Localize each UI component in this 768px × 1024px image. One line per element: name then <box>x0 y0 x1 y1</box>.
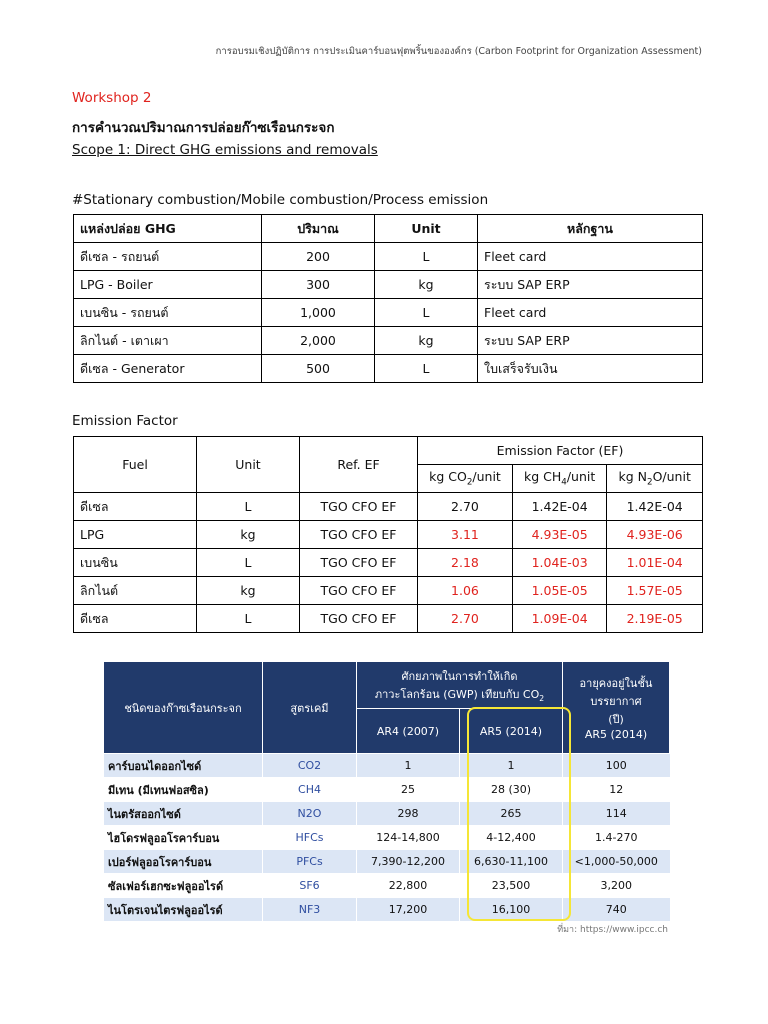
cell-n2o: 1.42E-04 <box>607 493 703 521</box>
cell-n2o: 1.57E-05 <box>607 577 703 605</box>
cell-ar5: 6,630-11,100 <box>459 850 562 874</box>
gwp-header-formula: สูตรเคมี <box>263 662 357 754</box>
cell-unit: kg <box>375 271 478 299</box>
cell-formula: HFCs <box>263 826 357 850</box>
cell-ar4: 25 <box>357 778 460 802</box>
cell-formula: PFCs <box>263 850 357 874</box>
cell-co2: 1.06 <box>418 577 513 605</box>
cell-quantity: 200 <box>262 243 375 271</box>
cell-gas-name: คาร์บอนไดออกไซด์ <box>104 754 263 778</box>
cell-lifetime: <1,000-50,000 <box>563 850 670 874</box>
col-header-source: แหล่งปล่อย GHG <box>74 215 262 243</box>
ar5-highlight-box <box>467 707 571 921</box>
col-header-unit: Unit <box>375 215 478 243</box>
cell-lifetime: 100 <box>563 754 670 778</box>
cell-ar4: 298 <box>357 802 460 826</box>
cell-unit: kg <box>197 577 300 605</box>
cell-formula: SF6 <box>263 874 357 898</box>
table-row <box>104 754 670 778</box>
cell-ar5: 1 <box>459 754 562 778</box>
cell-ar5: 265 <box>459 802 562 826</box>
table-row <box>104 874 670 898</box>
cell-unit: L <box>197 493 300 521</box>
table-row <box>74 355 703 383</box>
col-header-fuel: Fuel <box>74 437 197 493</box>
table-row <box>104 778 670 802</box>
cell-unit: L <box>197 549 300 577</box>
cell-lifetime: 12 <box>563 778 670 802</box>
col-header-n2o: kg $N_2O$/unit <box>607 465 703 493</box>
col-header-co2: kg $CO_2$/unit <box>418 465 513 493</box>
workshop-label: Workshop 2 <box>72 90 152 106</box>
source-note: ที่มา: https://www.ipcc.ch <box>557 925 668 935</box>
cell-ref-ef: TGO CFO EF <box>300 521 418 549</box>
cell-ar4: 22,800 <box>357 874 460 898</box>
emission-factor-table <box>73 436 703 633</box>
cell-ar5: 16,100 <box>459 898 562 922</box>
col-header-ref-ef: Ref. EF <box>300 437 418 493</box>
emission-factor-label: Emission Factor <box>72 413 178 429</box>
cell-ch4: 4.93E-05 <box>512 521 606 549</box>
table-row <box>104 826 670 850</box>
cell-evidence: ระบบ SAP ERP <box>478 271 703 299</box>
cell-source: เบนซิน - รถยนต์ <box>74 299 262 327</box>
cell-gas-name: ไนตรัสออกไซด์ <box>104 802 263 826</box>
cell-source: LPG - Boiler <box>74 271 262 299</box>
cell-ref-ef: TGO CFO EF <box>300 549 418 577</box>
cell-lifetime: 3,200 <box>563 874 670 898</box>
cell-ar4: 1 <box>357 754 460 778</box>
table-row <box>74 605 703 633</box>
cell-evidence: ระบบ SAP ERP <box>478 327 703 355</box>
page-header: การอบรมเชิงปฏิบัติการ การประเมินคาร์บอนฟุตพริ้นขององค์กร (Carbon Footprint for Organization Assessment) <box>215 46 702 57</box>
cell-evidence: Fleet card <box>478 243 703 271</box>
activity-table <box>73 214 703 383</box>
cell-n2o: 4.93E-06 <box>607 521 703 549</box>
table-row <box>104 802 670 826</box>
cell-evidence: Fleet card <box>478 299 703 327</box>
cell-gas-name: มีเทน (มีเทนฟอสซิล) <box>104 778 263 802</box>
gwp-header-gwp: ศักยภาพในการทำให้เกิด ภาวะโลกร้อน (GWP) เทียบกับ $CO_2$ <box>357 662 563 709</box>
col-header-ch4: kg $CH_4$/unit <box>512 465 606 493</box>
table-row <box>74 493 703 521</box>
page-title: การคำนวณปริมาณการปล่อยก๊าซเรือนกระจก <box>72 120 335 136</box>
cell-unit: kg <box>375 327 478 355</box>
cell-fuel: ดีเซล <box>74 605 197 633</box>
cell-quantity: 500 <box>262 355 375 383</box>
cell-source: ดีเซล - Generator <box>74 355 262 383</box>
cell-source: ลิกไนต์ - เตาเผา <box>74 327 262 355</box>
cell-n2o: 2.19E-05 <box>607 605 703 633</box>
cell-ar5: 4-12,400 <box>459 826 562 850</box>
cell-evidence: ใบเสร็จรับเงิน <box>478 355 703 383</box>
cell-formula: CH4 <box>263 778 357 802</box>
gwp-header-type: ชนิดของก๊าซเรือนกระจก <box>104 662 263 754</box>
cell-unit: L <box>197 605 300 633</box>
cell-lifetime: 114 <box>563 802 670 826</box>
cell-ch4: 1.05E-05 <box>512 577 606 605</box>
cell-gas-name: เปอร์ฟลูออโรคาร์บอน <box>104 850 263 874</box>
section-subheading: #Stationary combustion/Mobile combustion/Process emission <box>72 192 489 208</box>
cell-gas-name: ซัลเฟอร์เฮกซะฟลูออไรด์ <box>104 874 263 898</box>
cell-formula: N2O <box>263 802 357 826</box>
table-row <box>104 898 670 922</box>
table-row <box>74 521 703 549</box>
cell-formula: NF3 <box>263 898 357 922</box>
gwp-header-ar4: AR4 (2007) <box>357 709 460 754</box>
scope-heading: Scope 1: Direct GHG emissions and removals <box>72 142 378 158</box>
table-row <box>74 327 703 355</box>
cell-unit: L <box>375 355 478 383</box>
cell-quantity: 2,000 <box>262 327 375 355</box>
cell-gas-name: ไฮโดรฟลูออโรคาร์บอน <box>104 826 263 850</box>
cell-unit: L <box>375 299 478 327</box>
cell-fuel: ลิกไนต์ <box>74 577 197 605</box>
cell-ar5: 23,500 <box>459 874 562 898</box>
cell-ar4: 17,200 <box>357 898 460 922</box>
gwp-table-figure <box>103 661 670 922</box>
col-header-unit: Unit <box>197 437 300 493</box>
cell-source: ดีเซล - รถยนต์ <box>74 243 262 271</box>
cell-unit: kg <box>197 521 300 549</box>
cell-fuel: เบนซิน <box>74 549 197 577</box>
cell-co2: 2.70 <box>418 493 513 521</box>
cell-ar4: 7,390-12,200 <box>357 850 460 874</box>
table-row <box>74 299 703 327</box>
cell-fuel: ดีเซล <box>74 493 197 521</box>
table-row <box>104 850 670 874</box>
cell-ref-ef: TGO CFO EF <box>300 577 418 605</box>
cell-ch4: 1.04E-03 <box>512 549 606 577</box>
cell-co2: 2.18 <box>418 549 513 577</box>
table-row <box>74 577 703 605</box>
cell-fuel: LPG <box>74 521 197 549</box>
table-row <box>74 271 703 299</box>
cell-n2o: 1.01E-04 <box>607 549 703 577</box>
cell-gas-name: ไนโตรเจนไตรฟลูออไรด์ <box>104 898 263 922</box>
cell-quantity: 300 <box>262 271 375 299</box>
cell-unit: L <box>375 243 478 271</box>
cell-ch4: 1.09E-04 <box>512 605 606 633</box>
cell-ch4: 1.42E-04 <box>512 493 606 521</box>
cell-lifetime: 740 <box>563 898 670 922</box>
cell-ref-ef: TGO CFO EF <box>300 493 418 521</box>
cell-ar4: 124-14,800 <box>357 826 460 850</box>
table-row <box>74 549 703 577</box>
cell-co2: 3.11 <box>418 521 513 549</box>
cell-ref-ef: TGO CFO EF <box>300 605 418 633</box>
cell-lifetime: 1.4-270 <box>563 826 670 850</box>
table-row <box>74 243 703 271</box>
col-header-evidence: หลักฐาน <box>478 215 703 243</box>
gwp-header-lifetime: อายุคงอยู่ในชั้นบรรยากาศ (ปี) AR5 (2014) <box>563 662 670 754</box>
cell-ar5: 28 (30) <box>459 778 562 802</box>
cell-co2: 2.70 <box>418 605 513 633</box>
cell-formula: CO2 <box>263 754 357 778</box>
cell-quantity: 1,000 <box>262 299 375 327</box>
col-header-quantity: ปริมาณ <box>262 215 375 243</box>
gwp-table <box>103 661 670 922</box>
gwp-header-ar5: AR5 (2014) <box>459 709 562 754</box>
col-header-ef-group: Emission Factor (EF) <box>418 437 703 465</box>
